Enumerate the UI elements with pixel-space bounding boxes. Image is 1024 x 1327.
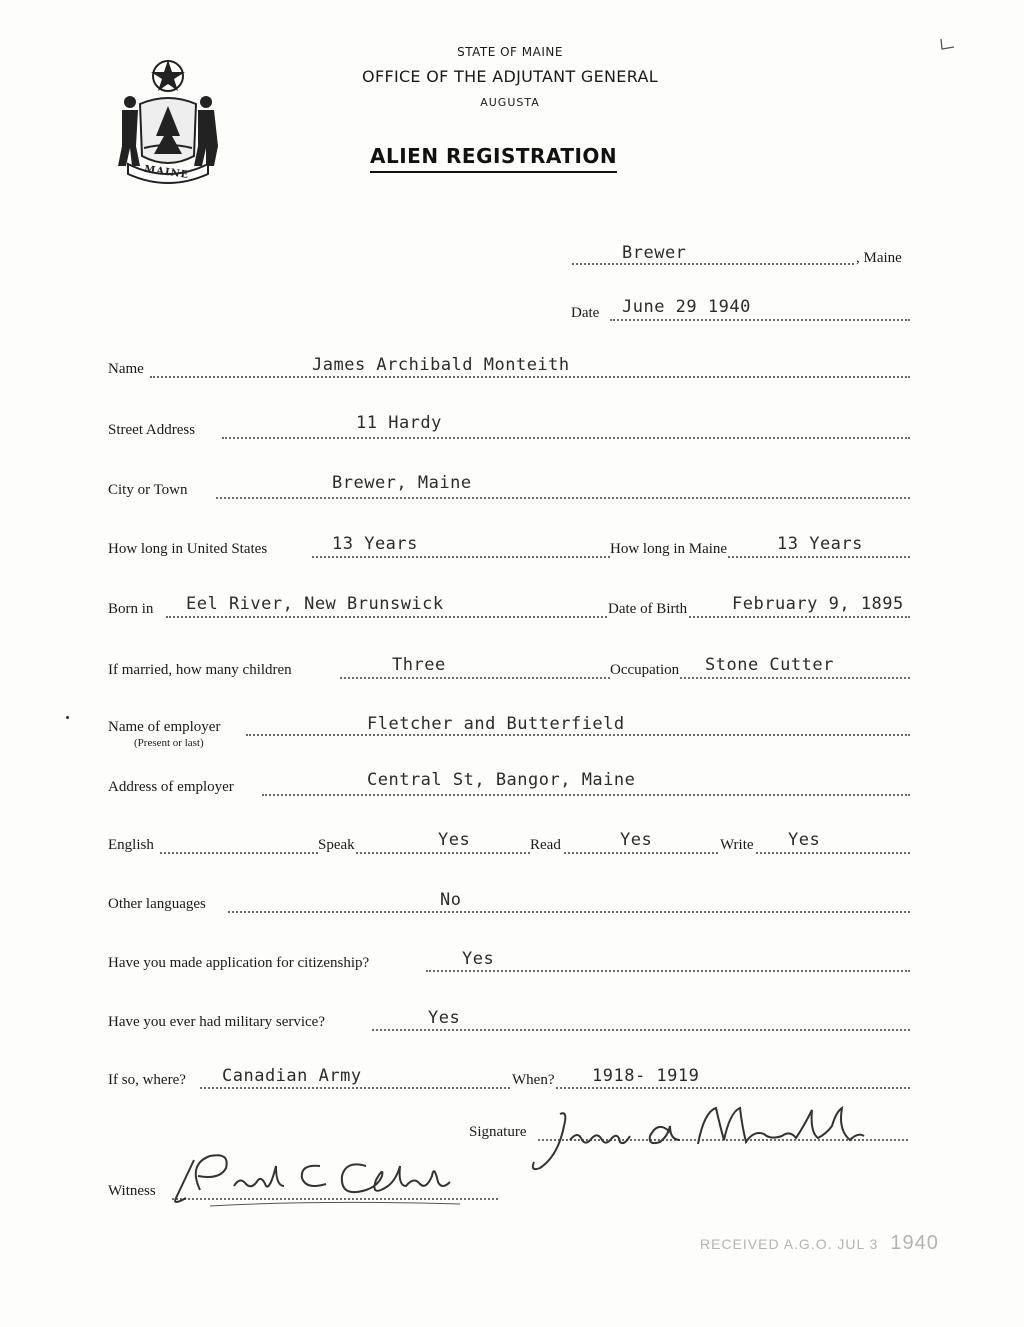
- other-languages-line: [228, 911, 910, 913]
- date-line: [610, 319, 910, 321]
- military-value: Yes: [428, 1008, 461, 1028]
- citizenship-line: [426, 970, 910, 972]
- name-line: [150, 376, 910, 378]
- employer-sublabel: (Present or last): [134, 737, 204, 749]
- dob-label: Date of Birth: [608, 601, 688, 617]
- street-line: [222, 437, 910, 439]
- write-value: Yes: [788, 830, 821, 850]
- witness-label: Witness: [108, 1183, 156, 1199]
- read-label: Read: [530, 837, 561, 853]
- where-label: If so, where?: [108, 1072, 186, 1088]
- city-line: [216, 497, 910, 499]
- received-stamp-year: 1940: [890, 1232, 939, 1254]
- when-label: When?: [512, 1072, 555, 1088]
- dob-value: February 9, 1895: [732, 594, 904, 614]
- write-label: Write: [720, 837, 754, 853]
- employer-address-label: Address of employer: [108, 779, 234, 795]
- employer-line: [246, 734, 910, 736]
- city-label: City or Town: [108, 482, 188, 498]
- when-value: 1918- 1919: [592, 1066, 700, 1086]
- place-line: [572, 263, 858, 265]
- name-value: James Archibald Monteith: [312, 355, 570, 375]
- employer-address-value: Central St, Bangor, Maine: [367, 770, 636, 790]
- corner-checkmark: [938, 38, 956, 52]
- form-title: ALIEN REGISTRATION: [370, 144, 617, 173]
- other-languages-label: Other languages: [108, 896, 206, 912]
- signature-scrawl: [520, 1096, 890, 1176]
- seal-motto: MAINE: [143, 163, 190, 182]
- employer-label: Name of employer: [108, 719, 221, 735]
- where-value: Canadian Army: [222, 1066, 362, 1086]
- occupation-value: Stone Cutter: [705, 655, 834, 675]
- place-suffix: , Maine: [856, 250, 902, 266]
- state-heading: STATE OF MAINE: [457, 45, 563, 59]
- military-line: [372, 1029, 910, 1031]
- occupation-label: Occupation: [610, 662, 680, 678]
- children-label: If married, how many children: [108, 662, 292, 678]
- city-value: Brewer, Maine: [332, 473, 472, 493]
- witness-scrawl: [170, 1146, 480, 1216]
- office-heading: OFFICE OF THE ADJUTANT GENERAL: [362, 67, 658, 86]
- born-in-value: Eel River, New Brunswick: [186, 594, 444, 614]
- employer-value: Fletcher and Butterfield: [367, 714, 625, 734]
- place-value: Brewer: [622, 243, 687, 263]
- how-long-maine-value: 13 Years: [777, 534, 863, 554]
- date-label: Date: [571, 305, 600, 321]
- how-long-us-label: How long in United States: [108, 541, 268, 557]
- city-heading: AUGUSTA: [480, 96, 540, 109]
- born-line: [166, 616, 910, 618]
- employer-address-line: [262, 794, 910, 796]
- received-stamp: [700, 1232, 939, 1255]
- born-in-label: Born in: [108, 601, 154, 617]
- date-value: June 29 1940: [622, 297, 751, 317]
- street-label: Street Address: [108, 422, 196, 438]
- citizenship-label: Have you made application for citizenship?: [108, 955, 370, 971]
- other-languages-value: No: [440, 890, 462, 910]
- how-long-maine-label: How long in Maine: [610, 541, 728, 557]
- name-label: Name: [108, 361, 144, 377]
- margin-mark: [66, 716, 69, 719]
- read-value: Yes: [620, 830, 653, 850]
- speak-value: Yes: [438, 830, 471, 850]
- citizenship-value: Yes: [462, 949, 495, 969]
- english-label: English: [108, 837, 154, 853]
- speak-label: Speak: [318, 837, 355, 853]
- how-long-us-value: 13 Years: [332, 534, 418, 554]
- street-value: 11 Hardy: [356, 413, 442, 433]
- signature-label: Signature: [469, 1124, 527, 1140]
- military-label: Have you ever had military service?: [108, 1014, 325, 1030]
- children-value: Three: [392, 655, 446, 675]
- received-stamp-text: RECEIVED A.G.O. JUL 3: [700, 1236, 879, 1252]
